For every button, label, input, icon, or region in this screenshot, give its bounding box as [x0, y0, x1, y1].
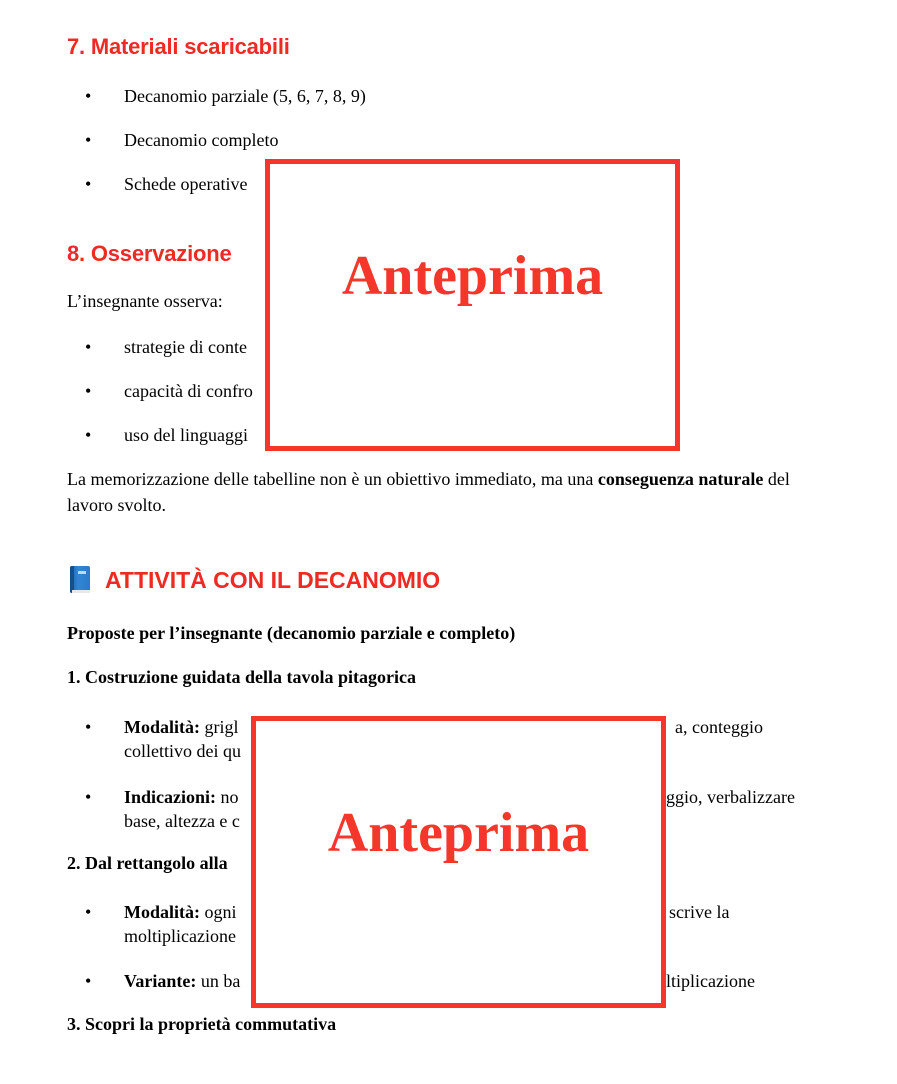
note-bold-text: conseguenza naturale — [597, 469, 764, 489]
bullet: • — [85, 971, 92, 991]
bullet: • — [85, 381, 92, 401]
bullet: • — [85, 86, 92, 106]
bullet: • — [85, 337, 92, 357]
bullet: • — [85, 902, 92, 922]
list-item-text: Schede operative — [124, 174, 248, 194]
bullet: • — [85, 425, 92, 445]
note-text-end: del lavoro svolto. — [67, 469, 790, 515]
preview-label: Anteprima — [341, 245, 604, 307]
activity-1-title: 1. Costruzione guidata della tavola pitagorica — [67, 667, 416, 687]
bullet: • — [85, 174, 92, 194]
list-item-text: capacità di confro — [124, 381, 253, 401]
section-7-heading: 7. Materiali scaricabili — [67, 34, 290, 59]
book-icon — [67, 566, 91, 594]
list-item-text: uso del linguaggi — [124, 425, 248, 445]
activities-heading — [67, 566, 440, 594]
list-item-text: Modalità: grigl a, conteggio collettivo dei qu — [124, 717, 763, 761]
section-8-heading: 8. Osservazione — [67, 241, 232, 266]
activities-title: ATTIVITÀ CON IL DECANOMIO — [105, 566, 441, 593]
bullet: • — [85, 787, 92, 807]
preview-overlay — [265, 159, 680, 451]
list-item-text: Indicazioni: no ggio, verbalizzare base, altezza e c — [124, 787, 795, 831]
preview-overlay — [251, 716, 666, 1008]
list-item-text: Decanomio parziale (5, 6, 7, 8, 9) — [124, 86, 366, 106]
list-item-text: strategie di conte — [124, 337, 247, 357]
preview-label: Anteprima — [327, 802, 590, 864]
list-item-text: Decanomio completo — [124, 130, 279, 150]
activity-3-title: 3. Scopri la proprietà commutativa — [67, 1014, 337, 1034]
list-item-text: Modalità: ogni scrive la moltiplicazione — [124, 902, 730, 946]
section-8-note — [67, 466, 797, 518]
activities-subtitle: Proposte per l’insegnante (decanomio parziale e completo) — [67, 623, 516, 643]
section-8-intro: L’insegnante osserva: — [67, 291, 223, 311]
bullet: • — [85, 717, 92, 737]
list-item-text: Variante: un ba ltiplicazione — [124, 971, 755, 991]
note-text: La memorizzazione delle tabelline non è un obiettivo immediato, ma una — [67, 469, 598, 489]
bullet: • — [85, 130, 92, 150]
activity-2-title: 2. Dal rettangolo alla — [67, 853, 228, 873]
